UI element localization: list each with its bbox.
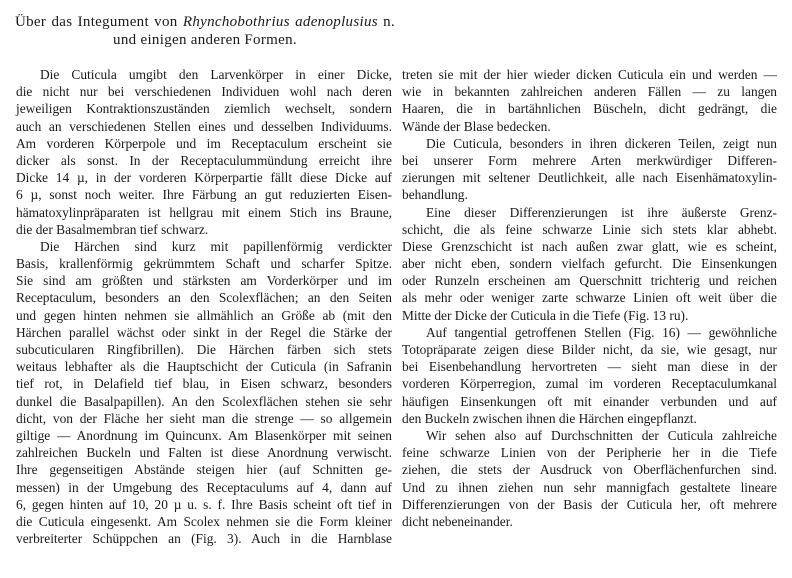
text-line: Auf tangential getroffenen Stellen (Fig. 16) — gewöhnliche (426, 324, 777, 340)
text-line: aber nicht eben, sondern vielfach gefurcht. Die Einsenkungen (402, 256, 777, 272)
text-line: tief rot, in Delafield tief blau, in Eisen schwarz, besonders (16, 376, 392, 392)
text-line: jeweiligen Kontraktionszuständen ziemlich wechselt, sondern (16, 101, 392, 117)
species-name: Rhynchobothrius adenoplusius (182, 14, 378, 30)
text-line: hämatoxylinpräparaten ist hellgrau mit einem Stich ins Braune, (16, 204, 392, 220)
text-line: weitaus lebhafter als die Hauptschicht der Cuticula (in Safranin (16, 359, 392, 375)
text-line: Eine dieser Differenzierungen ist ihre äußerste Grenz- (426, 204, 777, 220)
text-line: dicht nebeneinander. (402, 513, 513, 529)
text-line: behandlung. (402, 187, 468, 203)
text-line: Haaren, die in bartähnlichen Büscheln, dicht gedrängt, die (402, 101, 777, 117)
text-line: Die Härchen sind kurz mit papillenförmig verdickter (40, 238, 392, 254)
text-line: Receptaculum, besonders an den Scolexflächen; an den Seiten (16, 290, 392, 306)
text-line: die Cuticula eingesenkt. Am Scolex nehmen sie die Form kleiner (16, 513, 392, 529)
right-column (402, 66, 777, 530)
title-prefix: Über das Integument von (15, 14, 183, 30)
text-line: dunkel die Basalpapillen). An den Scolexflächen stehen sie sehr (16, 393, 392, 409)
text-line: dicht, von der Fläche her sieht man die strenge — so allgemein (16, 410, 392, 426)
text-line: bei Eisenbehandlung hervortreten — sieht man diese in der (402, 359, 777, 375)
text-line: Totopräparate zeigen diese Bilder nicht, da sie, wie gesagt, nur (402, 342, 777, 357)
left-column (16, 66, 392, 547)
text-line: Basis, krallenförmig gekrümmtem Schaft und scharfer Spitze. (16, 256, 392, 272)
text-line: giltige — Anordnung im Quincunx. Am Blasenkörper mit seinen (16, 427, 392, 443)
text-line: wie in bekannten zahlreichen anderen Fällen — zu langen (402, 84, 777, 100)
text-line: Die Cuticula, besonders in ihren dickeren Teilen, zeigt nun (426, 135, 777, 151)
text-line: verbreiterter Schüppchen an (Fig. 3). Auch in die Harnblase (16, 531, 392, 547)
title-line-1 (15, 13, 395, 31)
text-line: Ihre gegenseitigen Abstände steigen hier (auf Schnitten ge- (16, 462, 392, 478)
text-line: Und zu ihnen ziehen nun sehr mannigfach gestaltete lineare (402, 479, 777, 495)
text-line: den Buckeln zwischen ihnen die Härchen eingepflanzt. (402, 410, 697, 426)
text-line: Härchen parallel wächst oder sinkt in der Regel die Stärke der (16, 324, 392, 340)
text-line: Am vorderen Körperpole und im Receptaculum erscheint sie (16, 135, 392, 151)
text-line: messen) in der Umgebung des Receptaculums auf 4, dann auf (16, 479, 392, 495)
text-line: Differenzierungen von der Basis der Cuticula her, oft mehrere (402, 496, 777, 512)
text-line: Mitte der Dicke der Cuticula in die Tiefe (Fig. 13 ru). (402, 307, 689, 323)
text-line: schicht, die als feine schwarze Linie sich stets klar abhebt. (402, 221, 777, 237)
text-line: die der Basalmembran tief schwarz. (16, 221, 209, 237)
text-line: subcuticularen Ringfibrillen). Die Härchen färben sich stets (16, 342, 392, 357)
text-line: und gegen hinten nehmen sie allmählich an Größe ab (mit den (16, 307, 392, 323)
text-line: dicker als sonst. In der Receptaculummündung erreicht ihre (16, 152, 392, 168)
text-line: auch an verschiedenen Stellen eines und desselben Individuums. (16, 118, 392, 134)
text-line: Sie sind am größten und stärksten am Vorderkörper und im (16, 273, 392, 289)
text-line: 6 µ, sonst noch weiter. Ihre Färbung an gut reduzierten Eisen- (16, 187, 392, 203)
text-line: Die Cuticula umgibt den Larvenkörper in einer Dicke, (40, 67, 392, 82)
text-line: Wir sehen also auf Durchschnitten der Cuticula zahlreiche (426, 427, 777, 443)
text-line: oder Runzeln erscheinen am Querschnitt trichterig und reichen (402, 273, 777, 289)
text-line: häufigen Einsenkungen oft mit einander verbunden und auf (402, 393, 777, 409)
text-line: als mehr oder weniger zarte schwarze Linien oft weit über die (402, 290, 777, 306)
text-line: die nicht nur bei verschiedenen Individuen wohl nach deren (16, 84, 392, 100)
text-line: treten sie mit der hier wieder dicken Cuticula ein und werden — (402, 67, 777, 82)
text-line: bei unserer Form mehrere Arten merkwürdiger Differen- (402, 152, 777, 168)
text-line: Wände der Blase bedecken. (402, 118, 551, 134)
title-suffix: n. (377, 14, 396, 30)
text-line: vorderen Körperregion, zumal im vorderen Receptaculumkanal (402, 376, 777, 392)
text-line: zierungen mit seltener Deutlichkeit, alle nach Eisenhämatoxylin- (402, 170, 777, 186)
text-line: 6, gegen hinten auf 10, 20 µ u. s. f. Ihre Basis scheint oft tief in (16, 496, 392, 512)
text-line: ziehen, die stets der Ausdruck von Oberflächenfurchen sind. (402, 462, 777, 478)
text-line: feine schwarze Linien von der Peripherie her in die Tiefe (402, 445, 777, 461)
text-line: Dicke 14 µ, in der vorderen Körperpartie fällt diese Dicke auf (16, 170, 392, 186)
text-line: zahlreichen Buckeln und Falten ist diese Anordnung verwischt. (16, 445, 392, 461)
article-title (15, 13, 395, 49)
text-line: Diese Grenzschicht ist nach außen zwar glatt, wie es scheint, (402, 238, 777, 254)
title-line-2: und einigen anderen Formen. (113, 32, 297, 48)
